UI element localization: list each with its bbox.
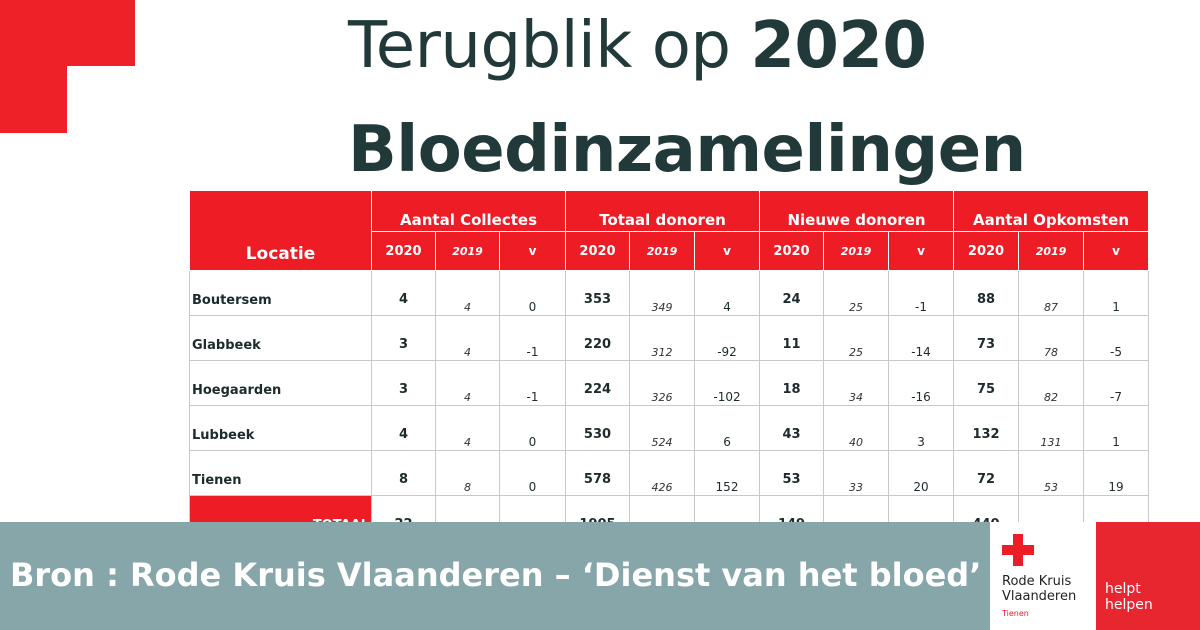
title-year: 2020 xyxy=(750,9,927,83)
value-2019: 4 xyxy=(436,316,500,361)
title-subject: Bloedinzamelingen xyxy=(348,113,1026,187)
source-banner xyxy=(0,522,990,630)
value-2019: 524 xyxy=(630,406,695,451)
blood-collection-table xyxy=(189,190,1149,541)
title-text: Terugblik op xyxy=(348,9,751,83)
value-variance: -1 xyxy=(500,361,566,406)
value-variance: 4 xyxy=(695,271,760,316)
value-2020: 53 xyxy=(760,451,824,496)
group-header: Aantal Opkomsten xyxy=(954,191,1149,232)
value-variance: 0 xyxy=(500,271,566,316)
value-2020: 43 xyxy=(760,406,824,451)
value-variance: -5 xyxy=(1084,316,1149,361)
group-header: Totaal donoren xyxy=(566,191,760,232)
value-2019: 78 xyxy=(1019,316,1084,361)
value-2020: 72 xyxy=(954,451,1019,496)
variance-header: v xyxy=(889,232,954,271)
location-header: Locatie xyxy=(190,191,372,271)
value-2019: 82 xyxy=(1019,361,1084,406)
value-2020: 8 xyxy=(372,451,436,496)
value-2019: 87 xyxy=(1019,271,1084,316)
value-variance: -102 xyxy=(695,361,760,406)
year-2020-header: 2020 xyxy=(760,232,824,271)
value-2020: 24 xyxy=(760,271,824,316)
table-row xyxy=(190,361,1149,406)
table-row xyxy=(190,271,1149,316)
location-name: Tienen xyxy=(190,451,372,496)
table-row xyxy=(190,316,1149,361)
page-title xyxy=(348,9,1148,187)
value-variance: -1 xyxy=(889,271,954,316)
variance-header: v xyxy=(1084,232,1149,271)
value-2020: 353 xyxy=(566,271,630,316)
year-2019-header: 2019 xyxy=(824,232,889,271)
value-variance: 0 xyxy=(500,406,566,451)
value-2020: 3 xyxy=(372,316,436,361)
value-2019: 53 xyxy=(1019,451,1084,496)
value-2020: 224 xyxy=(566,361,630,406)
value-variance: -16 xyxy=(889,361,954,406)
value-variance: 1 xyxy=(1084,271,1149,316)
value-variance: -92 xyxy=(695,316,760,361)
value-2019: 8 xyxy=(436,451,500,496)
variance-header: v xyxy=(695,232,760,271)
location-name: Boutersem xyxy=(190,271,372,316)
value-variance: 0 xyxy=(500,451,566,496)
variance-header: v xyxy=(500,232,566,271)
year-2019-header: 2019 xyxy=(630,232,695,271)
value-2019: 326 xyxy=(630,361,695,406)
slogan-text: helpt helpen xyxy=(1105,581,1153,613)
value-variance: 6 xyxy=(695,406,760,451)
table-row xyxy=(190,406,1149,451)
value-2019: 312 xyxy=(630,316,695,361)
year-2019-header: 2019 xyxy=(1019,232,1084,271)
value-2019: 25 xyxy=(824,271,889,316)
value-2019: 4 xyxy=(436,361,500,406)
location-name: Glabbeek xyxy=(190,316,372,361)
value-2020: 578 xyxy=(566,451,630,496)
location-name: Hoegaarden xyxy=(190,361,372,406)
value-variance: -7 xyxy=(1084,361,1149,406)
value-variance: -14 xyxy=(889,316,954,361)
logo-branch: Tienen xyxy=(1002,609,1029,618)
location-name: Lubbeek xyxy=(190,406,372,451)
value-variance: 152 xyxy=(695,451,760,496)
year-2019-header: 2019 xyxy=(436,232,500,271)
value-2019: 34 xyxy=(824,361,889,406)
table-row xyxy=(190,451,1149,496)
value-2020: 3 xyxy=(372,361,436,406)
value-2020: 4 xyxy=(372,271,436,316)
value-2020: 220 xyxy=(566,316,630,361)
red-cross-icon xyxy=(1002,534,1034,566)
value-2020: 75 xyxy=(954,361,1019,406)
group-header: Aantal Collectes xyxy=(372,191,566,232)
value-2019: 349 xyxy=(630,271,695,316)
rode-kruis-logo xyxy=(990,522,1096,630)
value-2020: 4 xyxy=(372,406,436,451)
value-2019: 33 xyxy=(824,451,889,496)
year-2020-header: 2020 xyxy=(954,232,1019,271)
value-variance: 1 xyxy=(1084,406,1149,451)
logo-name: Rode Kruis Vlaanderen xyxy=(1002,574,1077,604)
value-2019: 40 xyxy=(824,406,889,451)
value-2020: 88 xyxy=(954,271,1019,316)
value-2019: 426 xyxy=(630,451,695,496)
value-2019: 4 xyxy=(436,406,500,451)
value-2019: 25 xyxy=(824,316,889,361)
value-2020: 132 xyxy=(954,406,1019,451)
value-variance: -1 xyxy=(500,316,566,361)
year-2020-header: 2020 xyxy=(566,232,630,271)
year-2020-header: 2020 xyxy=(372,232,436,271)
value-2020: 73 xyxy=(954,316,1019,361)
value-2019: 131 xyxy=(1019,406,1084,451)
red-corner-graphic-icon xyxy=(0,0,135,133)
value-2019: 4 xyxy=(436,271,500,316)
value-variance: 19 xyxy=(1084,451,1149,496)
source-text: Bron : Rode Kruis Vlaanderen – ‘Dienst van het bloed’ xyxy=(10,556,982,594)
value-2020: 11 xyxy=(760,316,824,361)
value-variance: 20 xyxy=(889,451,954,496)
value-2020: 18 xyxy=(760,361,824,406)
value-2020: 530 xyxy=(566,406,630,451)
slogan-box xyxy=(1096,522,1200,630)
group-header: Nieuwe donoren xyxy=(760,191,954,232)
value-variance: 3 xyxy=(889,406,954,451)
